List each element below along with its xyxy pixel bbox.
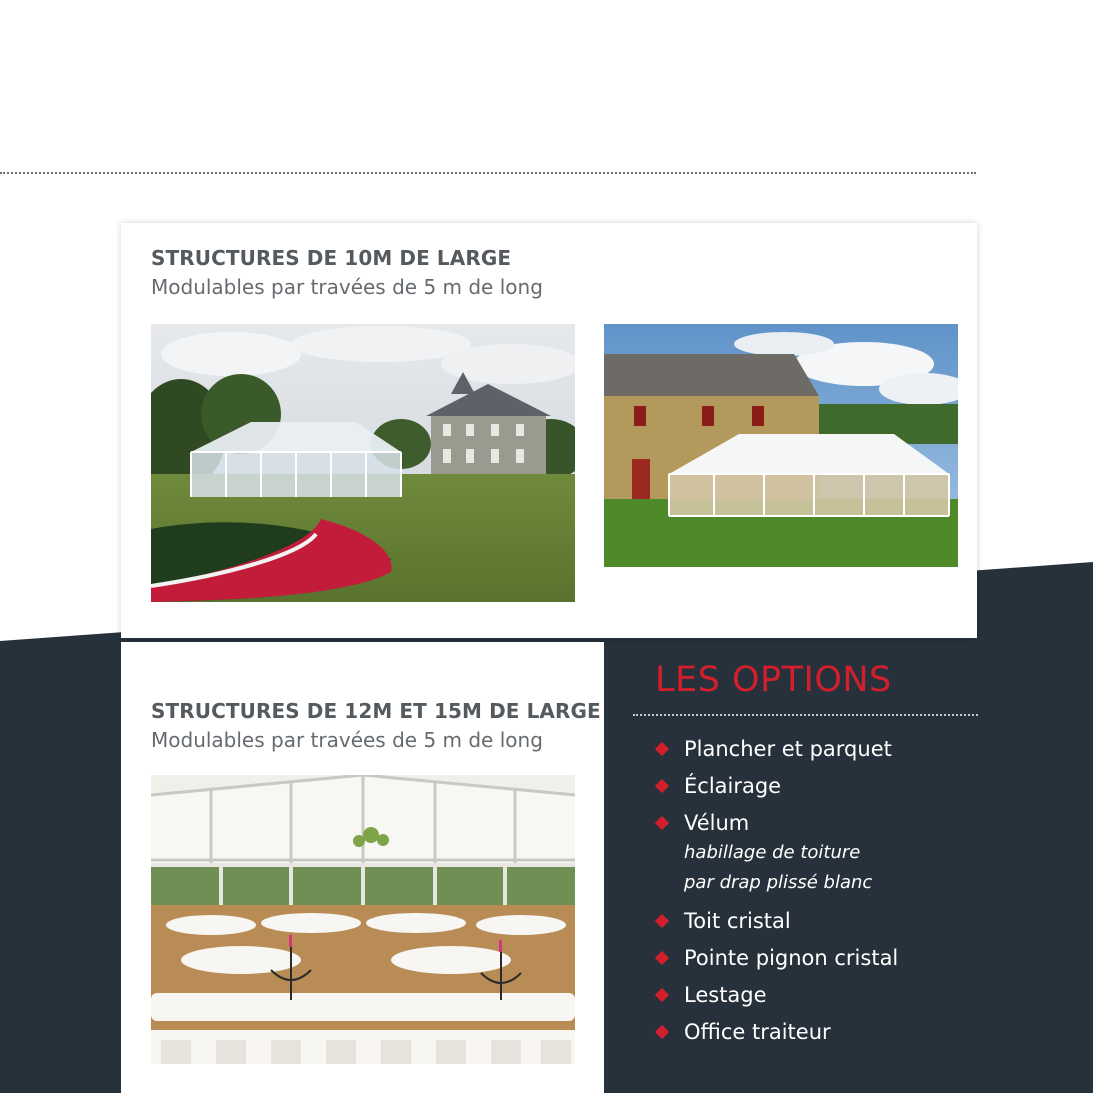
option-label: Éclairage: [684, 774, 782, 798]
option-label: Vélum: [684, 811, 750, 835]
option-label: Office traiteur: [684, 1020, 831, 1044]
structures-12-15m-card: [121, 642, 604, 1102]
options-dotted-divider: [633, 714, 978, 716]
list-item: [655, 809, 1075, 898]
option-label: Lestage: [684, 983, 767, 1007]
list-item: [655, 944, 1075, 972]
option-label: Plancher et parquet: [684, 737, 892, 761]
diamond-bullet-icon: [655, 988, 669, 1002]
top-dotted-divider: [0, 172, 976, 174]
section-subtitle: Modulables par travées de 5 m de long: [151, 728, 543, 752]
list-item: [655, 772, 1075, 800]
diamond-bullet-icon: [655, 1025, 669, 1039]
options-list: [655, 735, 1075, 1055]
option-note: habillage de toiture: [684, 842, 861, 863]
diamond-bullet-icon: [655, 742, 669, 756]
option-label: Toit cristal: [684, 909, 791, 933]
list-item: [655, 907, 1075, 935]
list-item: [655, 735, 1075, 763]
list-item: [655, 981, 1075, 1009]
tent-interior-banquet-photo: [151, 775, 575, 1064]
option-label: Pointe pignon cristal: [684, 946, 899, 970]
tent-chateau-photo: [151, 324, 575, 602]
diamond-bullet-icon: [655, 914, 669, 928]
option-note: par drap plissé blanc: [684, 872, 873, 893]
diamond-bullet-icon: [655, 951, 669, 965]
diamond-bullet-icon: [655, 816, 669, 830]
section-title: STRUCTURES DE 12M ET 15M DE LARGE: [151, 699, 601, 723]
diamond-bullet-icon: [655, 779, 669, 793]
section-title: STRUCTURES DE 10M DE LARGE: [151, 246, 512, 270]
section-subtitle: Modulables par travées de 5 m de long: [151, 275, 543, 299]
list-item: [655, 1018, 1075, 1046]
tent-farmhouse-photo: [604, 324, 958, 567]
options-heading: LES OPTIONS: [655, 660, 892, 700]
structures-10m-card: [121, 223, 977, 638]
